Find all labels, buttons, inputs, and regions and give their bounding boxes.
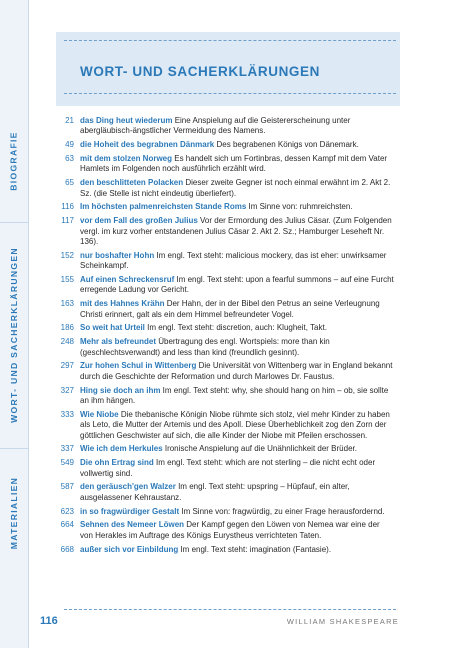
glossary-term: den beschlitteten Polacken — [80, 178, 184, 188]
glossary-term: die Hoheit des begrabnen Dänmark — [80, 140, 215, 150]
glossary-term: Auf einen Schreckensruf — [80, 275, 175, 285]
sidebar-tab-biografie[interactable] — [0, 100, 28, 223]
line-number: 668 — [60, 544, 74, 554]
glossary-definition: Im engl. Text steht: upon a fearful summons – auf eine Furcht erregende Ladung vor Gericht. — [80, 275, 394, 295]
glossary-term: Die ohn Ertrag sind — [80, 458, 154, 468]
header-top-divider — [64, 40, 396, 41]
page-number: 116 — [40, 615, 58, 627]
line-number: 337 — [60, 444, 74, 454]
glossary-definition: Im engl. Text steht: upspring – Hüpfauf, ein alter, ausgelassener Kehraustanz. — [80, 482, 350, 502]
glossary-term: Mehr als befreundet — [80, 337, 157, 347]
glossary-entry — [38, 520, 394, 541]
glossary-term: mit des Hahnes Krähn — [80, 299, 165, 309]
glossary-entry — [38, 140, 394, 150]
line-number: 186 — [60, 323, 74, 333]
glossary-term: Zur hohen Schul in Wittenberg — [80, 361, 197, 371]
glossary-entry — [38, 444, 394, 454]
sidebar — [0, 0, 29, 648]
glossary-term: den geräusch'gen Walzer — [80, 482, 176, 492]
sidebar-tab-label: WORT- UND SACHERKLÄRUNGEN — [9, 247, 20, 423]
header-bottom-divider — [64, 93, 396, 94]
glossary-term: außer sich vor Einbildung — [80, 544, 179, 554]
line-number: 152 — [60, 250, 74, 260]
glossary-term: Sehnen des Nemeer Löwen — [80, 520, 185, 530]
glossary-definition: Im engl. Text steht: discretion, auch: Klugheit, Takt. — [144, 323, 327, 333]
line-number: 49 — [65, 140, 74, 150]
line-number: 587 — [60, 482, 74, 492]
glossary-definition: Übertragung des engl. Wortspiels: more than kin (geschlechtsverwandt) and less than kind (freundlich gesinnt). — [80, 337, 330, 357]
glossary-entry — [38, 458, 394, 479]
glossary-definition: Des begrabenen Königs von Dänemark. — [214, 140, 359, 150]
glossary-entry — [38, 178, 394, 199]
glossary-definition: Im engl. Text steht: why, she should hang on him – ob, sie sollte an ihm hängen. — [80, 385, 389, 406]
footer-author: WILLIAM SHAKESPEARE — [286, 617, 399, 626]
glossary-entry — [38, 386, 394, 407]
glossary-term: Wie Niobe — [80, 409, 119, 419]
footer-divider — [64, 609, 396, 610]
line-number: 163 — [60, 299, 74, 309]
sidebar-tab-label: BIOGRAFIE — [9, 131, 20, 191]
glossary-term: Im höchsten palmenreichsten Stande Roms — [80, 202, 247, 212]
glossary-definition: Der Hahn, der in der Bibel den Petrus an seine Verleugnung Christi erinnert, galt als ein dem Himmel befreundeter Vogel. — [80, 299, 380, 319]
glossary-entry — [38, 410, 394, 441]
glossary-term: vor dem Fall des großen Julius — [80, 216, 198, 226]
glossary-entry — [38, 216, 394, 247]
line-number: 65 — [65, 178, 74, 188]
line-number: 117 — [61, 216, 74, 226]
glossary-term: das Ding heut wiederum — [80, 116, 173, 125]
line-number: 327 — [60, 385, 74, 395]
glossary-term: Wie ich dem Herkules — [80, 444, 163, 454]
glossary-definition: Im engl. Text steht: imagination (Fantasie). — [178, 544, 332, 554]
line-number: 21 — [65, 116, 74, 125]
glossary-term: nur boshafter Hohn — [80, 250, 155, 260]
line-number: 155 — [60, 275, 74, 285]
glossary-term: So weit hat Urteil — [80, 323, 145, 333]
glossary-term: in so fragwürdiger Gestalt — [80, 506, 180, 516]
glossary-entry — [38, 545, 394, 555]
glossary-entry — [38, 299, 394, 320]
glossary-definition: Dieser zweite Gegner ist noch einmal erwähnt im 2. Akt 2. Sz. (die Stelle ist nicht eindeutig überliefert). — [80, 178, 391, 198]
glossary-entry — [38, 251, 394, 272]
glossary-entry — [38, 507, 394, 517]
glossary-definition: Die thebanische Königin Niobe rühmte sich stolz, viel mehr Kinder zu haben als Leto, die Mutter der Artemis und des Apoll. Diese Überheblichkeit zog den Zorn der göttlichen Geschwister auf sich, die alle Kinder der Niobe mit Pfeilen erschossen. — [80, 409, 390, 440]
glossary-term: Hing sie doch an ihm — [80, 385, 161, 395]
glossary-definition: Im engl. Text steht: which are not sterling – die nicht echt oder vollwertig sind. — [80, 458, 376, 478]
sidebar-tab-wort-und-sacherklaerungen[interactable] — [0, 222, 28, 449]
line-number: 63 — [65, 154, 74, 163]
sidebar-tab-materialien[interactable] — [0, 448, 28, 578]
line-number: 297 — [60, 361, 74, 371]
glossary-definition: Es handelt sich um Fortinbras, dessen Kampf mit dem Vater Hamlets im Folgenden noch ausführlich erzählt wird. — [80, 154, 388, 174]
glossary-entry — [38, 337, 394, 358]
glossary-definition: Die Universität von Wittenberg war in England bekannt durch die Geschichte der Reformation und durch Marlowes Dr. Faustus. — [80, 361, 393, 381]
glossary-entry — [38, 202, 394, 212]
line-number: 623 — [60, 506, 74, 516]
glossary-definition: Eine Anspielung auf die Geistererscheinung unter abergläubisch-ängstlicher Vermeidung des Namens. — [80, 116, 351, 136]
line-number: 116 — [61, 202, 74, 212]
glossary-entry — [38, 154, 394, 175]
glossary-entry — [38, 482, 394, 503]
glossary-term: mit dem stolzen Norweg — [80, 154, 173, 163]
glossary-definition: Ironische Anspielung auf die Unähnlichkeit der Brüder. — [162, 444, 357, 454]
line-number: 549 — [60, 458, 74, 468]
glossary-entry — [38, 323, 394, 333]
glossary-entry — [38, 116, 394, 137]
glossary-definition: Der Kampf gegen den Löwen von Nemea war eine der von Herakles im Auftrage des Königs Eurystheus verrichteten Taten. — [80, 520, 380, 540]
line-number: 248 — [60, 337, 74, 347]
glossary-definition: Im Sinne von: fragwürdig, zu einer Frage herausfordernd. — [179, 506, 385, 516]
glossary-entry — [38, 361, 394, 382]
line-number: 333 — [60, 409, 74, 419]
line-number: 664 — [60, 520, 74, 530]
glossary-definition: Vor der Ermordung des Julius Cäsar. (Zum Folgenden vergl. im kurz vorher entstandenen Julius Cäsar 2. Akt 2. Sz.; Hamburger Leseheft Nr. 136). — [80, 216, 392, 247]
glossary-definition: Im engl. Text steht: malicious mockery, das ist eher: unwirksamer Scheinkampf. — [80, 250, 387, 271]
glossary-entry — [38, 275, 394, 296]
glossary-definition: Im Sinne von: ruhmreichsten. — [246, 202, 353, 212]
glossary-list — [38, 116, 394, 558]
sidebar-tab-label: MATERIALIEN — [9, 476, 20, 550]
page-title: WORT- UND SACHERKLÄRUNGEN — [80, 64, 320, 79]
